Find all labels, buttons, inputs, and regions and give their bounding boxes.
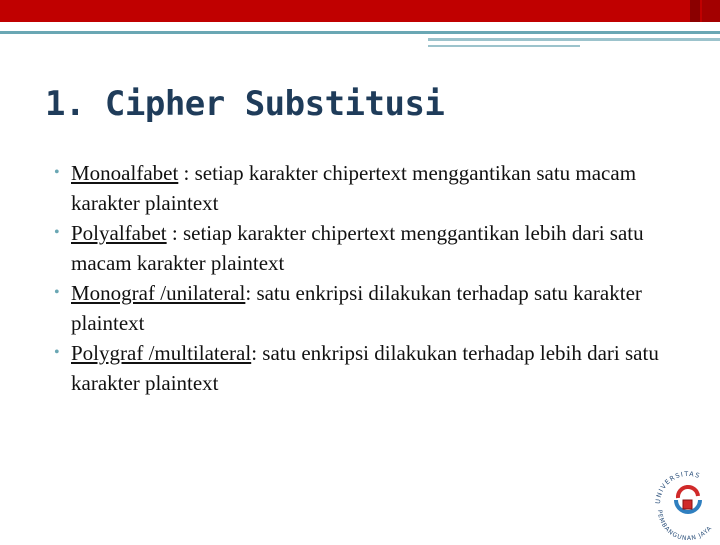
bullet-dot-icon: •: [54, 344, 60, 361]
bullet-term: Monograf /unilateral: [71, 281, 246, 305]
decor-line: [428, 45, 580, 47]
bullet-item: [48, 218, 688, 278]
bullet-item: [48, 338, 688, 398]
top-bar-accent: [702, 0, 720, 22]
bullet-text: : satu enkripsi dilakukan terhadap satu karakter plaintext: [71, 281, 642, 335]
bullet-text: : setiap karakter chipertext menggantikan satu macam karakter plaintext: [71, 161, 637, 215]
bullet-term: Monoalfabet: [71, 161, 179, 185]
top-bar-accent-dark: [690, 0, 700, 22]
slide-title: 1. Cipher Substitusi: [45, 84, 445, 124]
bullet-item: [48, 158, 688, 218]
svg-text:UNIVERSITAS: UNIVERSITAS: [653, 469, 702, 505]
bullet-list: [48, 158, 688, 398]
decor-line: [428, 38, 720, 41]
university-logo-icon: [650, 460, 720, 540]
bullet-dot-icon: •: [54, 164, 60, 181]
bullet-dot-icon: •: [54, 224, 60, 241]
bullet-term: Polyalfabet: [71, 221, 167, 245]
decor-line: [0, 31, 720, 34]
bullet-text: : satu enkripsi dilakukan terhadap lebih dari satu karakter plaintext: [71, 341, 659, 395]
bullet-text: : setiap karakter chipertext menggantikan lebih dari satu macam karakter plaintext: [71, 221, 644, 275]
top-red-bar: [0, 0, 720, 22]
bullet-term: Polygraf /multilateral: [71, 341, 252, 365]
bullet-dot-icon: •: [54, 284, 60, 301]
svg-text:PEMBANGUNAN JAYA: PEMBANGUNAN JAYA: [655, 509, 714, 540]
bullet-item: [48, 278, 688, 338]
